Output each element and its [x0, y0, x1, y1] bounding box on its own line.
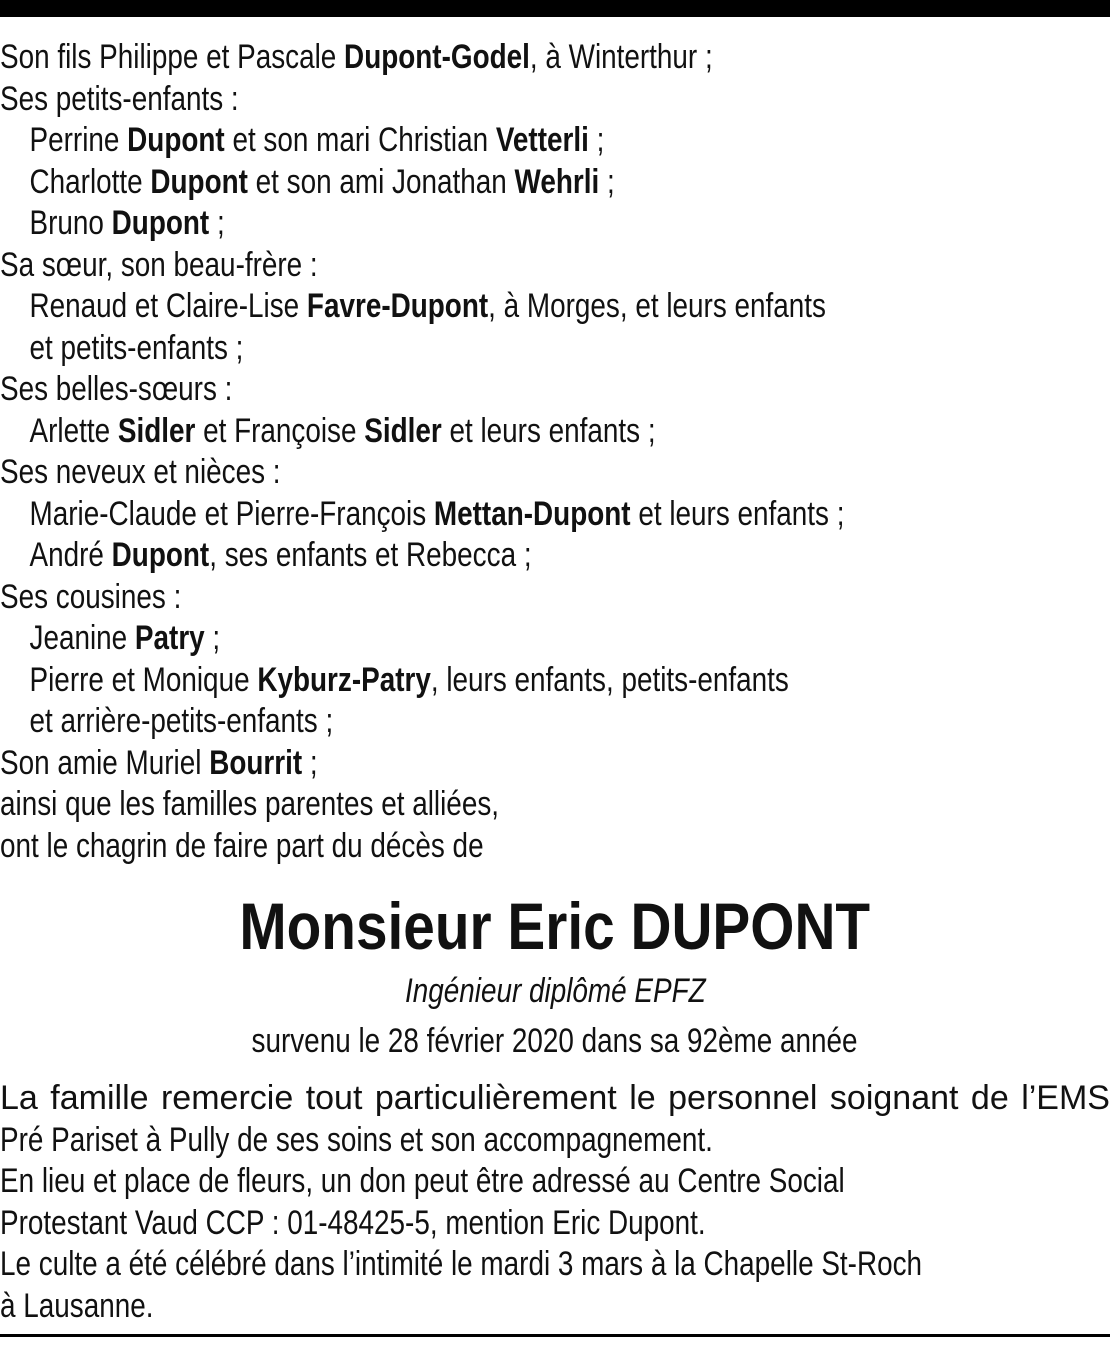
family-line [0, 701, 910, 743]
deceased-date-text: survenu le 28 février 2020 dans sa 92ème année [251, 1022, 859, 1060]
family-text: ; [302, 743, 318, 782]
family-text: ; [588, 121, 605, 159]
deceased-title [0, 970, 1110, 1012]
closing-word: soignant [829, 1079, 959, 1117]
family-text: et son mari Christian [224, 121, 496, 159]
family-list [0, 37, 1110, 867]
family-text: Renaud et Claire-Lise [29, 287, 307, 325]
family-text: , ses enfants et Rebecca ; [209, 536, 532, 574]
family-text: Pierre et Monique [29, 660, 258, 699]
family-line [0, 660, 910, 702]
family-text: , leurs enfants, petits-enfants [430, 660, 789, 699]
family-text: , à Morges, et leurs enfants [488, 287, 826, 325]
closing-line: En lieu et place de fleurs, un don peut être adressé au Centre Social [0, 1162, 845, 1200]
family-line [0, 494, 910, 536]
surname: Kyburz-Patry [257, 660, 431, 699]
family-text: Jeanine [29, 619, 135, 657]
closing-word: personnel [668, 1079, 818, 1117]
family-text: Son fils Philippe et Pascale [0, 38, 345, 76]
family-text: ; [209, 204, 225, 242]
closing-line: Protestant Vaud CCP : 01-48425-5, mention Eric Dupont. [0, 1203, 706, 1242]
closing-word: de [970, 1079, 1009, 1117]
family-text: Charlotte [29, 162, 151, 201]
surname: Dupont [111, 204, 210, 242]
closing-word: famille [50, 1079, 149, 1117]
closing-word: tout [305, 1079, 363, 1117]
surname: Mettan-Dupont [433, 494, 631, 533]
surname: Sidler [364, 411, 442, 450]
family-line [0, 411, 910, 453]
family-text: ainsi que les familles parentes et alliées, [0, 785, 500, 823]
family-text: Arlette [29, 411, 118, 450]
family-text: ; [599, 162, 615, 201]
surname: Vetterli [495, 121, 589, 159]
closing-first-line [0, 1078, 1110, 1120]
closing-line: Pré Pariset à Pully de ses soins et son accompagnement. [0, 1120, 713, 1159]
deceased-date [0, 1020, 1110, 1062]
family-text: Bruno [29, 204, 112, 242]
top-rule [0, 0, 1110, 17]
family-text: et leurs enfants ; [630, 494, 845, 533]
closing-lines [0, 1120, 1110, 1328]
family-text: ont le chagrin de faire part du décès de [0, 826, 484, 865]
closing-line: à Lausanne. [0, 1286, 154, 1325]
family-text: Marie-Claude et Pierre-François [29, 494, 434, 533]
family-line [0, 286, 910, 328]
surname: Patry [134, 619, 205, 657]
surname: Dupont [111, 536, 210, 574]
surname: Wehrli [514, 162, 600, 201]
family-text: et son ami Jonathan [247, 162, 515, 201]
family-text: , à Winterthur ; [529, 38, 713, 76]
family-line [0, 162, 910, 204]
family-text: Ses belles-sœurs : [0, 370, 233, 408]
family-text: et petits-enfants ; [29, 328, 244, 367]
family-line [0, 369, 910, 411]
family-line [0, 245, 910, 287]
family-text: Ses petits-enfants : [0, 79, 239, 118]
family-text: Ses neveux et nièces : [0, 453, 281, 491]
deceased-name-text: Monsieur Eric DUPONT [239, 889, 871, 963]
surname: Dupont [150, 162, 248, 201]
family-line [0, 618, 910, 660]
surname: Favre-Dupont [306, 287, 489, 325]
family-line [0, 577, 910, 619]
closing-word: l’EMS [1021, 1079, 1110, 1117]
deceased-name [0, 886, 1110, 966]
family-text: Ses cousines : [0, 577, 182, 616]
family-line [0, 203, 910, 245]
closing-word: La [0, 1079, 38, 1117]
family-text: et arrière-petits-enfants ; [29, 702, 334, 740]
surname: Dupont [127, 121, 225, 159]
surname: Sidler [117, 411, 196, 450]
family-text: Perrine [29, 121, 128, 159]
closing-word: remercie [160, 1079, 294, 1117]
family-line [0, 452, 910, 494]
family-line [0, 784, 910, 826]
family-text: et leurs enfants ; [441, 411, 656, 450]
family-line [0, 37, 910, 79]
deceased-title-text: Ingénieur diplômé EPFZ [404, 972, 706, 1010]
closing-text [0, 1078, 1110, 1327]
closing-line: Le culte a été célébré dans l’intimité le mardi 3 mars à la Chapelle St-Roch [0, 1245, 923, 1283]
closing-word: le [629, 1079, 656, 1117]
family-text: André [29, 536, 112, 574]
surname: Dupont-Godel [344, 38, 530, 76]
bottom-rule [0, 1334, 1110, 1337]
family-line [0, 743, 910, 785]
family-line [0, 535, 910, 577]
family-line [0, 826, 910, 868]
family-text: et Françoise [195, 411, 365, 450]
family-text: Sa sœur, son beau-frère : [0, 245, 318, 284]
family-line [0, 328, 910, 370]
family-line [0, 120, 910, 162]
family-text: ; [204, 619, 221, 657]
family-line [0, 79, 910, 121]
closing-word: particulièrement [374, 1079, 617, 1117]
family-text: Son amie Muriel [0, 743, 210, 782]
surname: Bourrit [209, 743, 303, 782]
